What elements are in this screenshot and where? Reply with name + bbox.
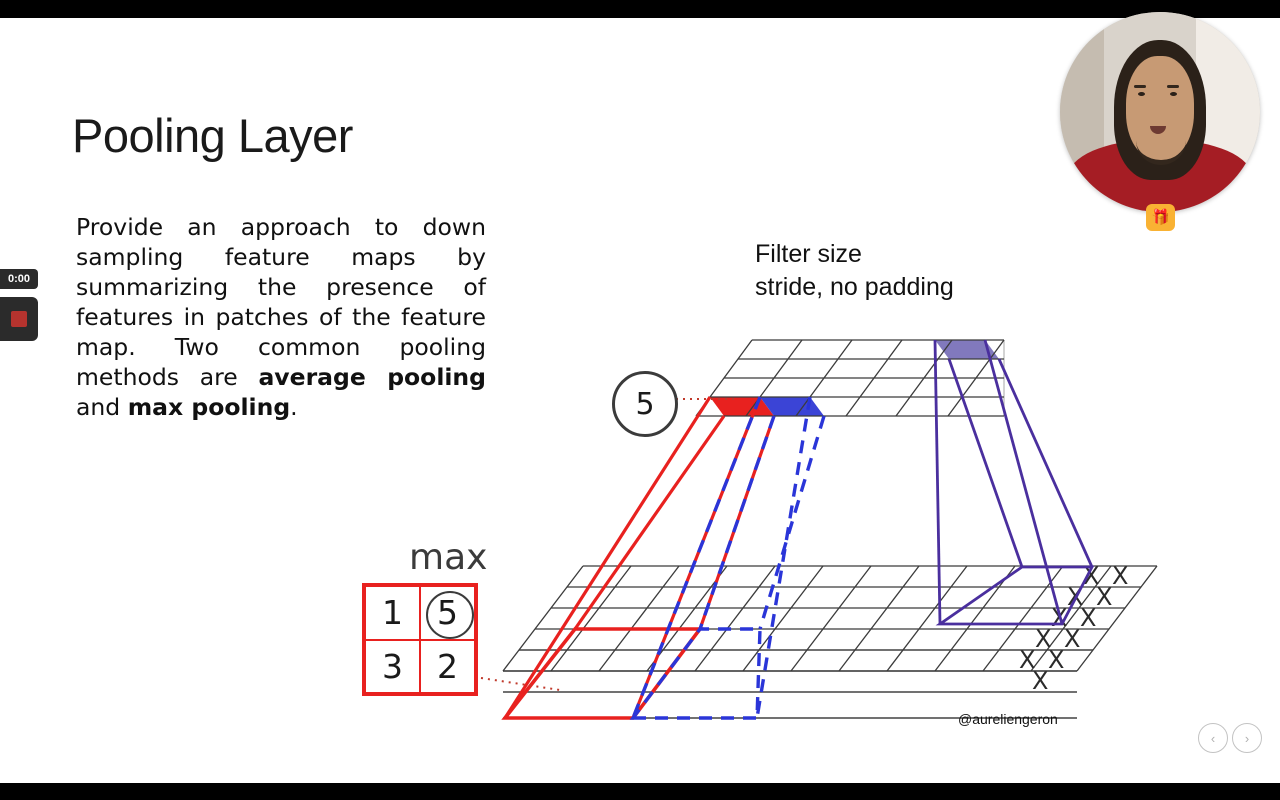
max-operation-label: max: [409, 537, 488, 578]
max-value-bubble: 5: [612, 371, 678, 437]
svg-text:X: X: [1080, 604, 1097, 632]
stop-recording-button[interactable]: [0, 297, 38, 341]
red-projection: [505, 397, 774, 718]
svg-text:X: X: [1032, 667, 1049, 695]
webcam-bubble[interactable]: [1060, 12, 1260, 212]
filter-caption-line2: stride, no padding: [755, 273, 954, 301]
recording-timer: 0:00: [0, 269, 38, 289]
webcam-person-eye-left: [1138, 92, 1145, 96]
matrix-cell: 1: [365, 586, 420, 640]
stop-square-icon: [11, 311, 27, 327]
svg-text:X: X: [1048, 646, 1065, 674]
webcam-person-beard: [1136, 116, 1186, 165]
input-feature-map-grid: [503, 566, 1157, 718]
attribution-label: @aureliengeron: [958, 711, 1058, 727]
previous-slide-button[interactable]: ‹: [1198, 723, 1228, 753]
svg-text:X: X: [1083, 562, 1100, 590]
webcam-person-brow-right: [1167, 85, 1179, 88]
padding-x-marks: [1019, 562, 1128, 695]
purple-projection: [935, 340, 1092, 624]
svg-text:X: X: [1051, 604, 1068, 632]
filter-caption-line1: Filter size: [755, 240, 862, 268]
dotted-connectors: [481, 399, 735, 690]
webcam-person-eye-right: [1170, 92, 1177, 96]
svg-text:X: X: [1035, 625, 1052, 653]
webcam-person-brow-left: [1134, 85, 1146, 88]
gift-icon[interactable]: 🎁: [1146, 204, 1175, 231]
max-pooling-matrix: [362, 583, 478, 696]
svg-text:X: X: [1019, 646, 1036, 674]
matrix-cell: 2: [420, 640, 475, 694]
output-feature-map-grid: [696, 340, 1004, 416]
body-bold-max-pooling: max pooling: [127, 393, 291, 421]
svg-text:X: X: [1064, 625, 1081, 653]
matrix-cell: 5: [420, 586, 475, 640]
next-slide-button[interactable]: ›: [1232, 723, 1262, 753]
svg-text:X: X: [1112, 562, 1129, 590]
body-mid: and: [76, 393, 128, 421]
matrix-cell: 3: [365, 640, 420, 694]
blue-projection: [633, 397, 824, 718]
svg-text:X: X: [1067, 583, 1084, 611]
body-end: .: [290, 393, 298, 421]
body-lead: Provide an approach to down sampling feature maps by summarizing the presence of features in patches of the feature map. Two common pooling methods are: [76, 213, 486, 391]
page-title: Pooling Layer: [72, 109, 353, 162]
svg-text:X: X: [1096, 583, 1113, 611]
body-bold-average-pooling: average pooling: [258, 363, 486, 391]
